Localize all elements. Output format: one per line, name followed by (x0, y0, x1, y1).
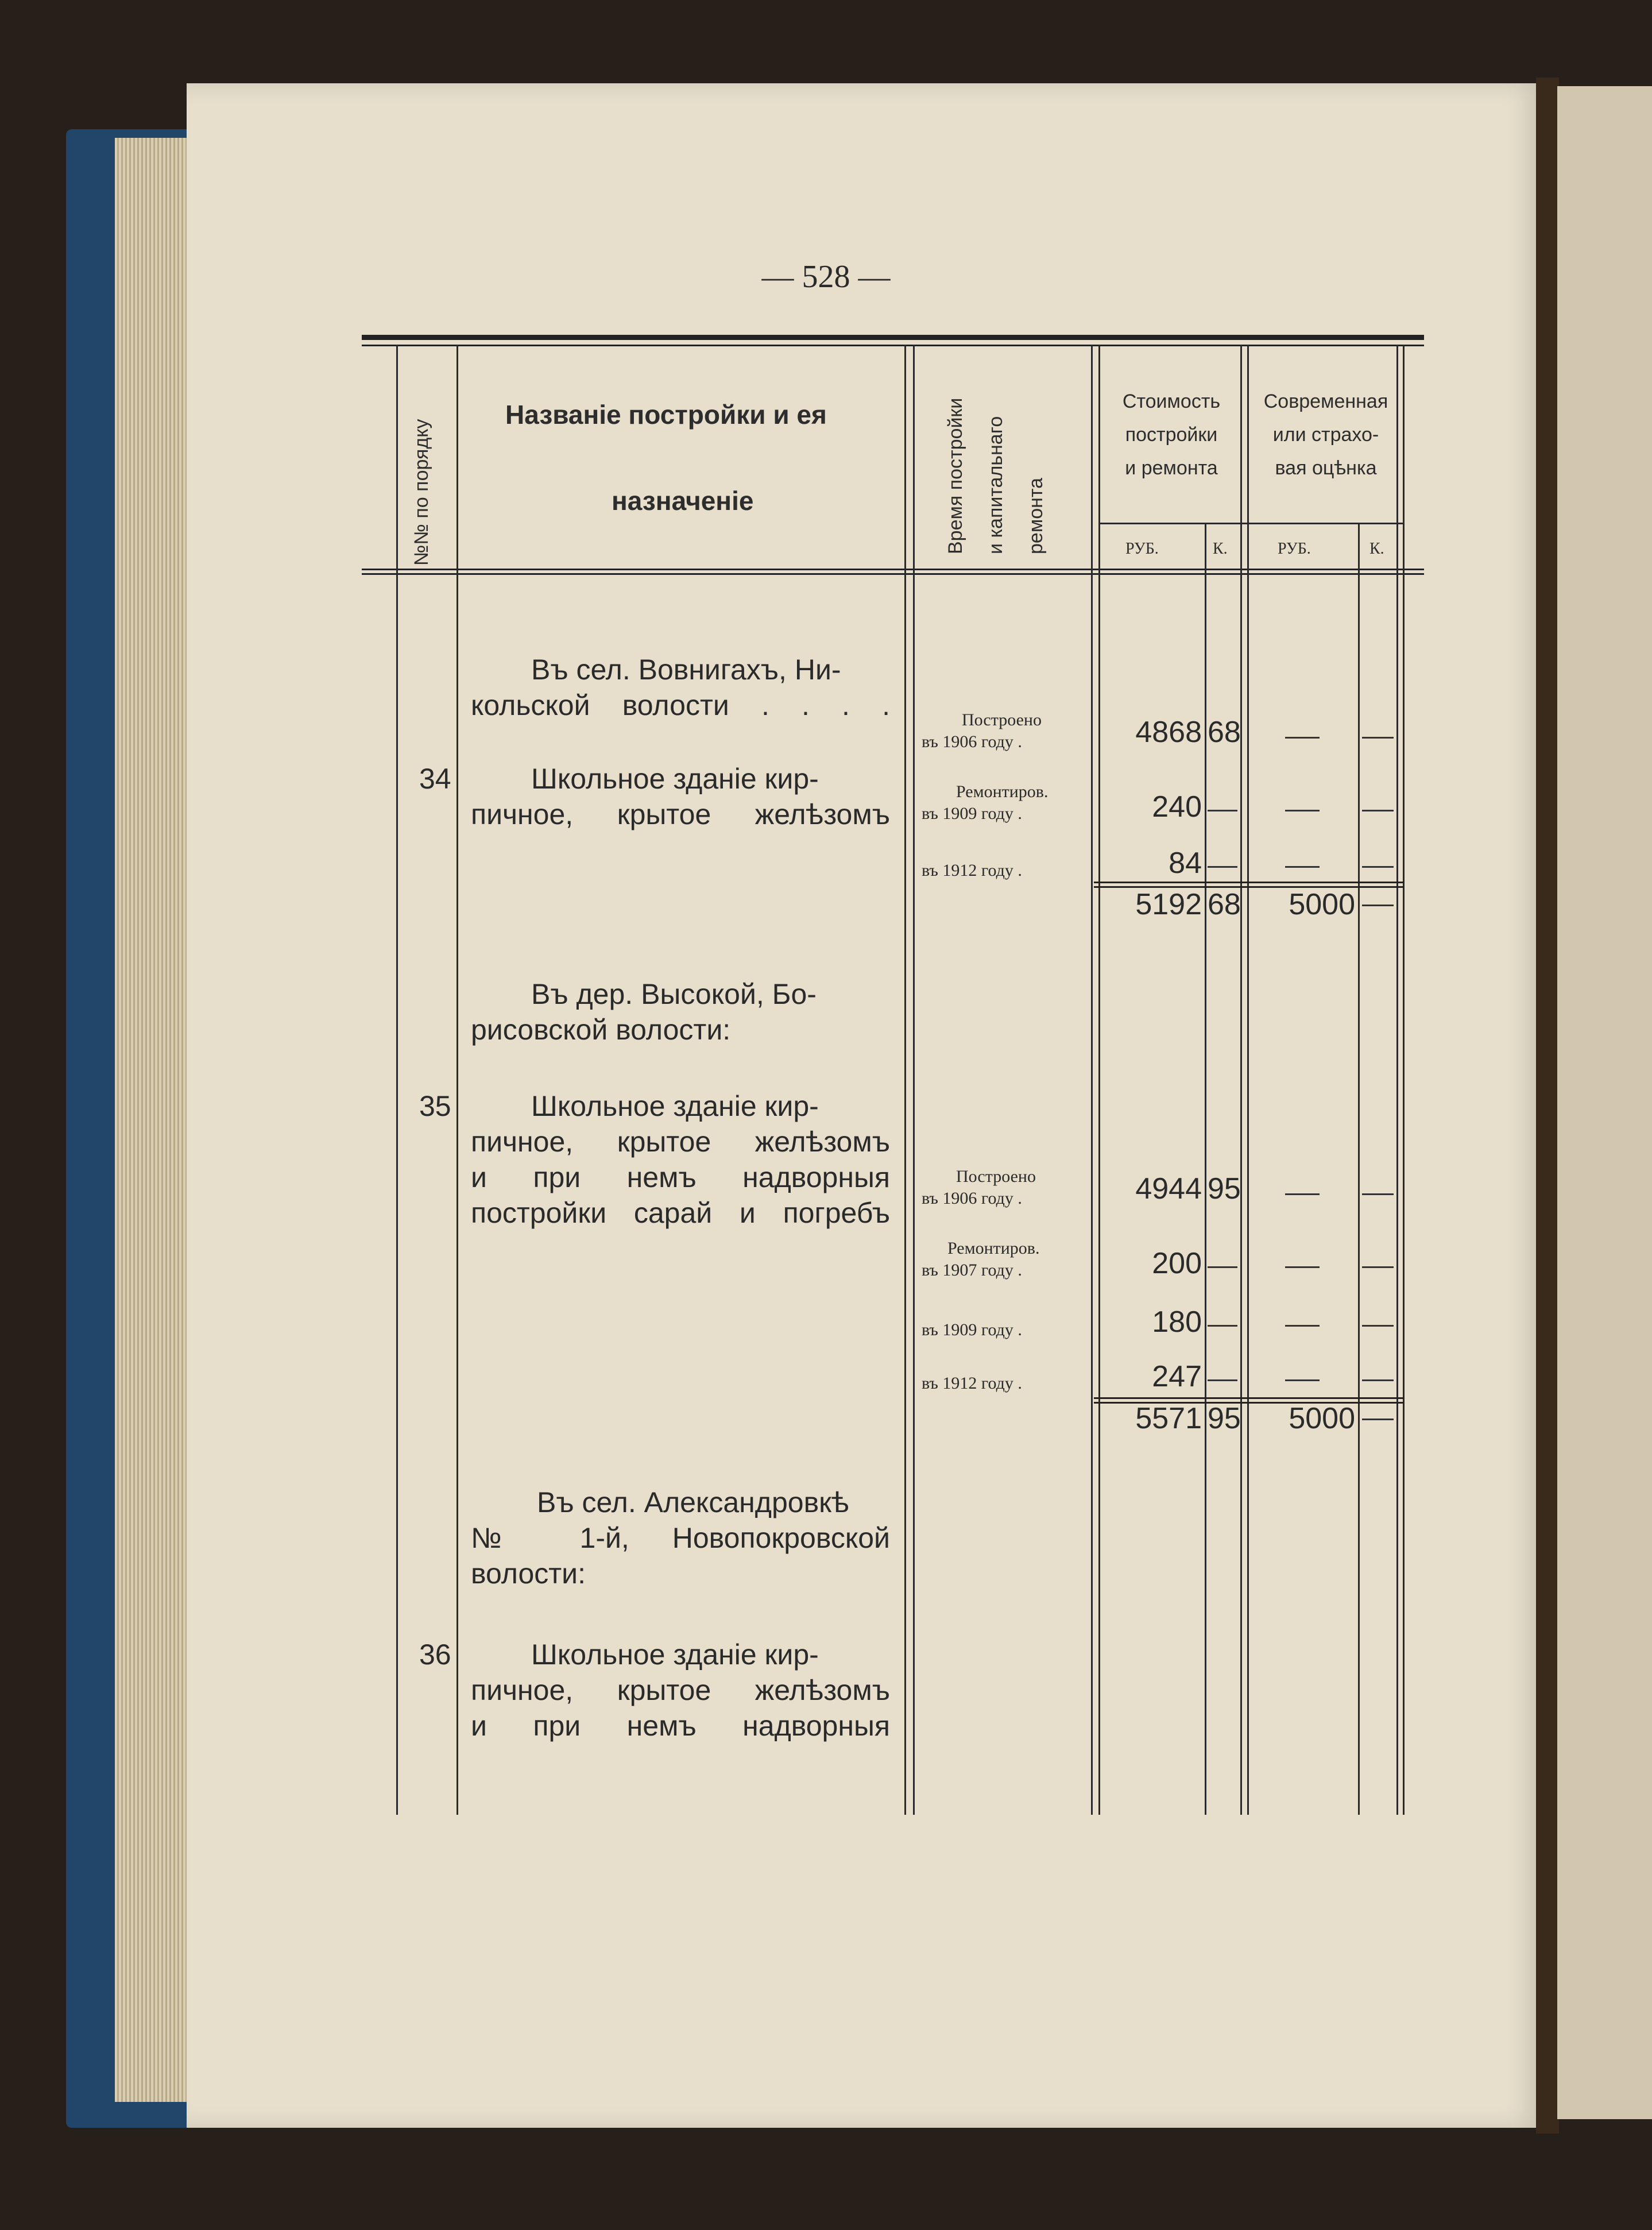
header-col-time-1: Время постройки (945, 397, 966, 554)
entry-desc-line: пичное, крытое желѣзомъ (471, 1674, 890, 1706)
time-label: въ 1906 году . (922, 732, 1022, 751)
total-rub: 5192 (1135, 888, 1202, 921)
subtotal-rule (1094, 882, 1404, 883)
entry-desc-line: Школьное зданіе кир- (531, 763, 819, 795)
value-dash (1285, 810, 1320, 811)
col-rule (1240, 345, 1242, 1815)
entry-place-line: Въ сел. Александровкѣ (537, 1486, 849, 1518)
entry-place-line: Въ сел. Вовнигахъ, Ни- (531, 654, 841, 686)
entry-desc-line: Школьное зданіе кир- (531, 1638, 819, 1671)
time-label: Ремонтиров. (947, 1239, 1040, 1258)
col-rule (913, 345, 915, 1815)
rub-header-rule (1100, 523, 1405, 524)
time-label: въ 1907 году . (922, 1261, 1022, 1280)
cost-kop-dash (1208, 1379, 1237, 1381)
header-col-cost-1: Стоимость (1122, 391, 1221, 412)
entry-place-line: Въ дер. Высокой, Бо- (531, 978, 817, 1010)
col-rule (1396, 345, 1398, 1815)
total-value: 5000 (1289, 888, 1355, 921)
entry-desc-line: и при немъ надворныя (471, 1710, 890, 1742)
total-value: 5000 (1289, 1402, 1355, 1435)
time-label: въ 1912 году . (922, 861, 1022, 880)
entry-desc-line: постройки сарай и погребъ (471, 1197, 890, 1229)
entry-number: 34 (419, 763, 451, 795)
total-rub: 5571 (1135, 1402, 1202, 1435)
header-rub: РУБ. (1125, 540, 1159, 558)
col-rule (1098, 345, 1100, 1815)
entry-place-line: волости: (471, 1557, 586, 1590)
cost-rub: 4868 (1135, 716, 1202, 749)
value-kop-dash (1362, 1325, 1394, 1327)
cost-rub: 200 (1152, 1247, 1202, 1280)
col-rule (396, 345, 398, 1815)
entry-desc-line: Школьное зданіе кир- (531, 1090, 819, 1122)
header-col-name-1: Названіе постройки и ея (505, 400, 827, 430)
header-rub: РУБ. (1278, 540, 1311, 558)
entry-desc-line: пичное, крытое желѣзомъ (471, 798, 890, 830)
time-label: въ 1909 году . (922, 804, 1022, 823)
cost-rub: 84 (1169, 847, 1202, 880)
cost-kop-dash (1208, 1266, 1237, 1268)
value-kop-dash (1362, 737, 1394, 739)
page-number: — 528 — (761, 259, 891, 295)
header-col-cost-2: постройки (1125, 424, 1218, 446)
time-label: въ 1912 году . (922, 1374, 1022, 1393)
header-col-cost-3: и ремонта (1125, 457, 1218, 479)
value-kop-dash (1362, 866, 1394, 868)
col-rule (1091, 345, 1093, 1815)
header-col-time-3: ремонта (1025, 478, 1047, 554)
cost-kop-dash (1208, 810, 1237, 811)
book-gutter (1536, 78, 1559, 2134)
header-col-val-2: или страхо- (1272, 424, 1379, 446)
entry-place-line: кольской волости . . . . (471, 689, 890, 721)
cost-rub: 240 (1152, 790, 1202, 824)
value-dash (1285, 737, 1320, 739)
value-dash (1285, 1193, 1320, 1195)
cost-kop: 95 (1208, 1172, 1241, 1205)
total-kop: 68 (1208, 888, 1241, 921)
header-kop: К. (1369, 540, 1384, 558)
total-value-kop-dash (1362, 1419, 1394, 1420)
value-dash (1285, 1266, 1320, 1268)
value-kop-dash (1362, 1379, 1394, 1381)
entry-place-line: № 1-й, Новопокровской (471, 1522, 890, 1554)
header-col-name-2: назначеніе (612, 486, 754, 516)
header-kop: К. (1213, 540, 1228, 558)
col-rule (1358, 523, 1360, 1815)
entry-desc-line: и при немъ надворныя (471, 1161, 890, 1193)
header-col-val-3: вая оцѣнка (1275, 457, 1377, 479)
header-col-time-2: и капитальнаго (985, 416, 1007, 554)
cost-kop-dash (1208, 866, 1237, 868)
time-label: въ 1906 году . (922, 1189, 1022, 1208)
subtotal-rule (1094, 1397, 1404, 1399)
time-label: Построено (962, 710, 1042, 729)
col-rule (1205, 523, 1206, 1815)
entry-number: 36 (419, 1638, 451, 1671)
header-bottom-rule-2 (362, 573, 1424, 575)
value-kop-dash (1362, 1193, 1394, 1195)
book-page (187, 83, 1545, 2128)
facing-page-edge (1557, 86, 1652, 2119)
table-top-rule-thin (362, 345, 1424, 346)
col-rule (1403, 345, 1405, 1815)
entry-place-line: рисовской волости: (471, 1014, 731, 1046)
total-value-kop-dash (1362, 905, 1394, 906)
time-label: въ 1909 году . (922, 1320, 1022, 1339)
cost-rub: 247 (1152, 1360, 1202, 1393)
value-kop-dash (1362, 810, 1394, 811)
table-top-rule (362, 335, 1424, 340)
cost-rub: 4944 (1135, 1172, 1202, 1205)
entry-number: 35 (419, 1090, 451, 1122)
cost-rub: 180 (1152, 1305, 1202, 1339)
value-kop-dash (1362, 1266, 1394, 1268)
cost-kop: 68 (1208, 716, 1241, 749)
cost-kop-dash (1208, 1325, 1237, 1327)
header-bottom-rule (362, 569, 1424, 570)
entry-desc-line: пичное, крытое желѣзомъ (471, 1126, 890, 1158)
col-rule (456, 345, 458, 1815)
col-rule (904, 345, 906, 1815)
time-label: Ремонтиров. (956, 782, 1049, 801)
value-dash (1285, 1379, 1320, 1381)
value-dash (1285, 866, 1320, 868)
time-label: Построено (956, 1167, 1036, 1186)
total-kop: 95 (1208, 1402, 1241, 1435)
col-rule (1247, 345, 1249, 1815)
value-dash (1285, 1325, 1320, 1327)
header-col-val-1: Современная (1263, 391, 1388, 412)
header-col-no: №№ по порядку (411, 419, 432, 566)
